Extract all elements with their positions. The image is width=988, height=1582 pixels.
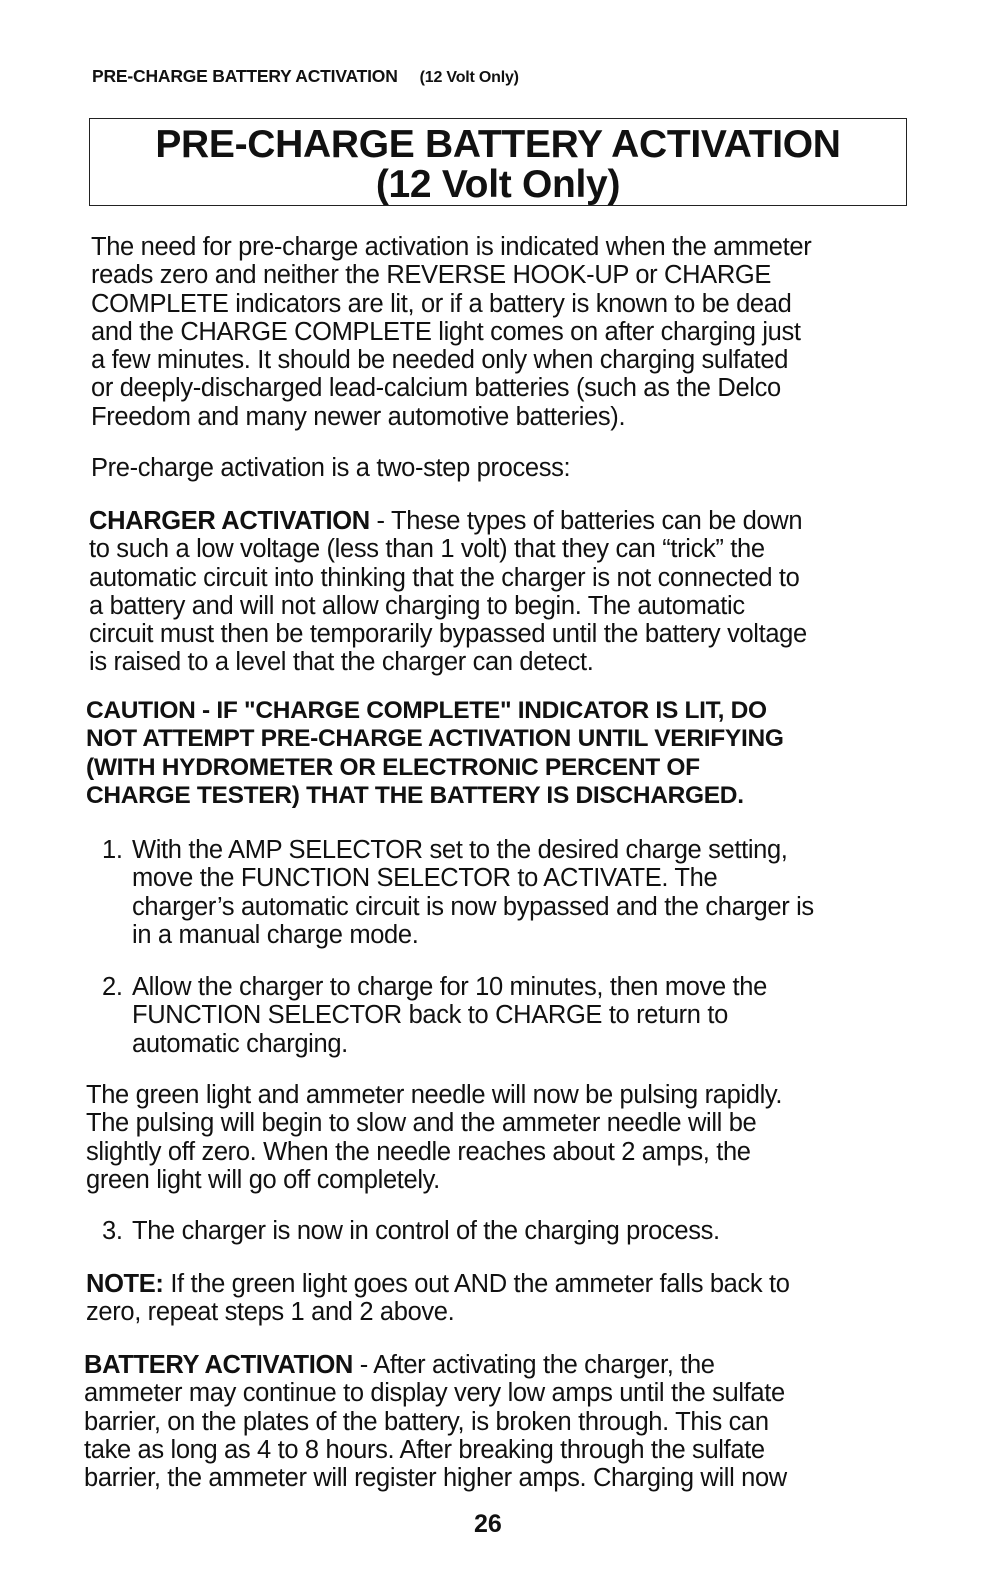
note-heading: NOTE:	[86, 1270, 164, 1298]
battery-activation-line: barrier, on the plates of the battery, is broken through. This can	[84, 1407, 769, 1436]
caution-line: (WITH HYDROMETER OR ELECTRONIC PERCENT OF	[86, 753, 700, 781]
battery-activation-line: ammeter may continue to display very low amps until the sulfate	[84, 1379, 785, 1408]
step-1	[102, 836, 814, 949]
charger-activation-line: to such a low voltage (less than 1 volt) that they can “trick” the	[89, 535, 765, 564]
note-text: If the green light goes out AND the ammeter falls back to	[163, 1270, 790, 1298]
charger-activation-line: a battery and will not allow charging to begin. The automatic	[89, 591, 745, 620]
charger-activation-paragraph	[89, 507, 807, 677]
running-header	[92, 66, 519, 87]
page-number: 26	[474, 1510, 502, 1538]
step-line: charger’s automatic circuit is now bypassed and the charger is	[132, 892, 814, 921]
step-line: move the FUNCTION SELECTOR to ACTIVATE. The	[132, 864, 718, 893]
battery-activation-paragraph	[84, 1351, 787, 1492]
step-line: FUNCTION SELECTOR back to CHARGE to return to	[132, 1001, 728, 1030]
pulsing-line: The pulsing will begin to slow and the ammeter needle will be	[86, 1109, 757, 1138]
caution-block	[86, 697, 784, 810]
caution-line: NOT ATTEMPT PRE-CHARGE ACTIVATION UNTIL VERIFYING	[86, 725, 784, 753]
pulsing-line: The green light and ammeter needle will now be pulsing rapidly.	[86, 1081, 783, 1109]
step-line: in a manual charge mode.	[132, 920, 419, 949]
intro-line: Freedom and many newer automotive batteries).	[91, 402, 626, 431]
section-title-line-1: PRE-CHARGE BATTERY ACTIVATION	[155, 123, 841, 166]
pulsing-paragraph	[86, 1081, 782, 1194]
step-line: Allow the charger to charge for 10 minutes, then move the	[132, 973, 767, 1001]
step-2	[102, 973, 767, 1058]
battery-activation-line: barrier, the ammeter will register higher amps. Charging will now	[84, 1464, 787, 1493]
step-number: 1.	[102, 836, 123, 864]
battery-activation-heading: BATTERY ACTIVATION	[84, 1351, 353, 1379]
caution-line: CAUTION - IF "CHARGE COMPLETE" INDICATOR IS LIT, DO	[86, 697, 767, 724]
charger-activation-heading: CHARGER ACTIVATION	[89, 507, 370, 535]
running-header-subtitle: (12 Volt Only)	[419, 69, 519, 86]
intro-line: and the CHARGE COMPLETE light comes on after charging just	[91, 317, 801, 346]
note-line	[86, 1270, 790, 1298]
charger-activation-line: circuit must then be temporarily bypassed until the battery voltage	[89, 620, 807, 649]
step-number: 2.	[102, 973, 123, 1001]
charger-activation-line: automatic circuit into thinking that the charger is not connected to	[89, 563, 800, 592]
pulsing-line: green light will go off completely.	[86, 1165, 440, 1194]
process-line: Pre-charge activation is a two-step process:	[91, 454, 571, 482]
note-paragraph	[86, 1270, 790, 1327]
note-line: zero, repeat steps 1 and 2 above.	[86, 1298, 455, 1327]
section-title-box	[89, 118, 907, 206]
process-paragraph	[91, 454, 570, 482]
caution-line: CHARGE TESTER) THAT THE BATTERY IS DISCHARGED.	[86, 781, 744, 809]
step-line: The charger is now in control of the charging process.	[132, 1217, 720, 1245]
step-number: 3.	[102, 1217, 123, 1245]
intro-paragraph	[91, 233, 811, 431]
section-title-line-2: (12 Volt Only)	[375, 163, 621, 206]
charger-activation-line: is raised to a level that the charger can detect.	[89, 648, 594, 677]
battery-activation-line: take as long as 4 to 8 hours. After breaking through the sulfate	[84, 1435, 765, 1464]
charger-activation-line	[89, 507, 807, 535]
intro-line: a few minutes. It should be needed only when charging sulfated	[91, 346, 789, 375]
battery-activation-line	[84, 1351, 787, 1379]
running-header-title: PRE-CHARGE BATTERY ACTIVATION	[92, 66, 398, 86]
charger-activation-text: - These types of batteries can be down	[369, 507, 803, 535]
intro-line: COMPLETE indicators are lit, or if a battery is known to be dead	[91, 289, 792, 318]
step-line: With the AMP SELECTOR set to the desired charge setting,	[132, 836, 788, 864]
step-3	[102, 1217, 720, 1245]
step-line: automatic charging.	[132, 1029, 348, 1058]
intro-line: The need for pre-charge activation is indicated when the ammeter	[91, 233, 812, 261]
intro-line: or deeply-discharged lead-calcium batteries (such as the Delco	[91, 374, 781, 403]
intro-line: reads zero and neither the REVERSE HOOK-UP or CHARGE	[91, 261, 772, 290]
pulsing-line: slightly off zero. When the needle reaches about 2 amps, the	[86, 1137, 751, 1166]
battery-activation-text: - After activating the charger, the	[353, 1351, 715, 1379]
